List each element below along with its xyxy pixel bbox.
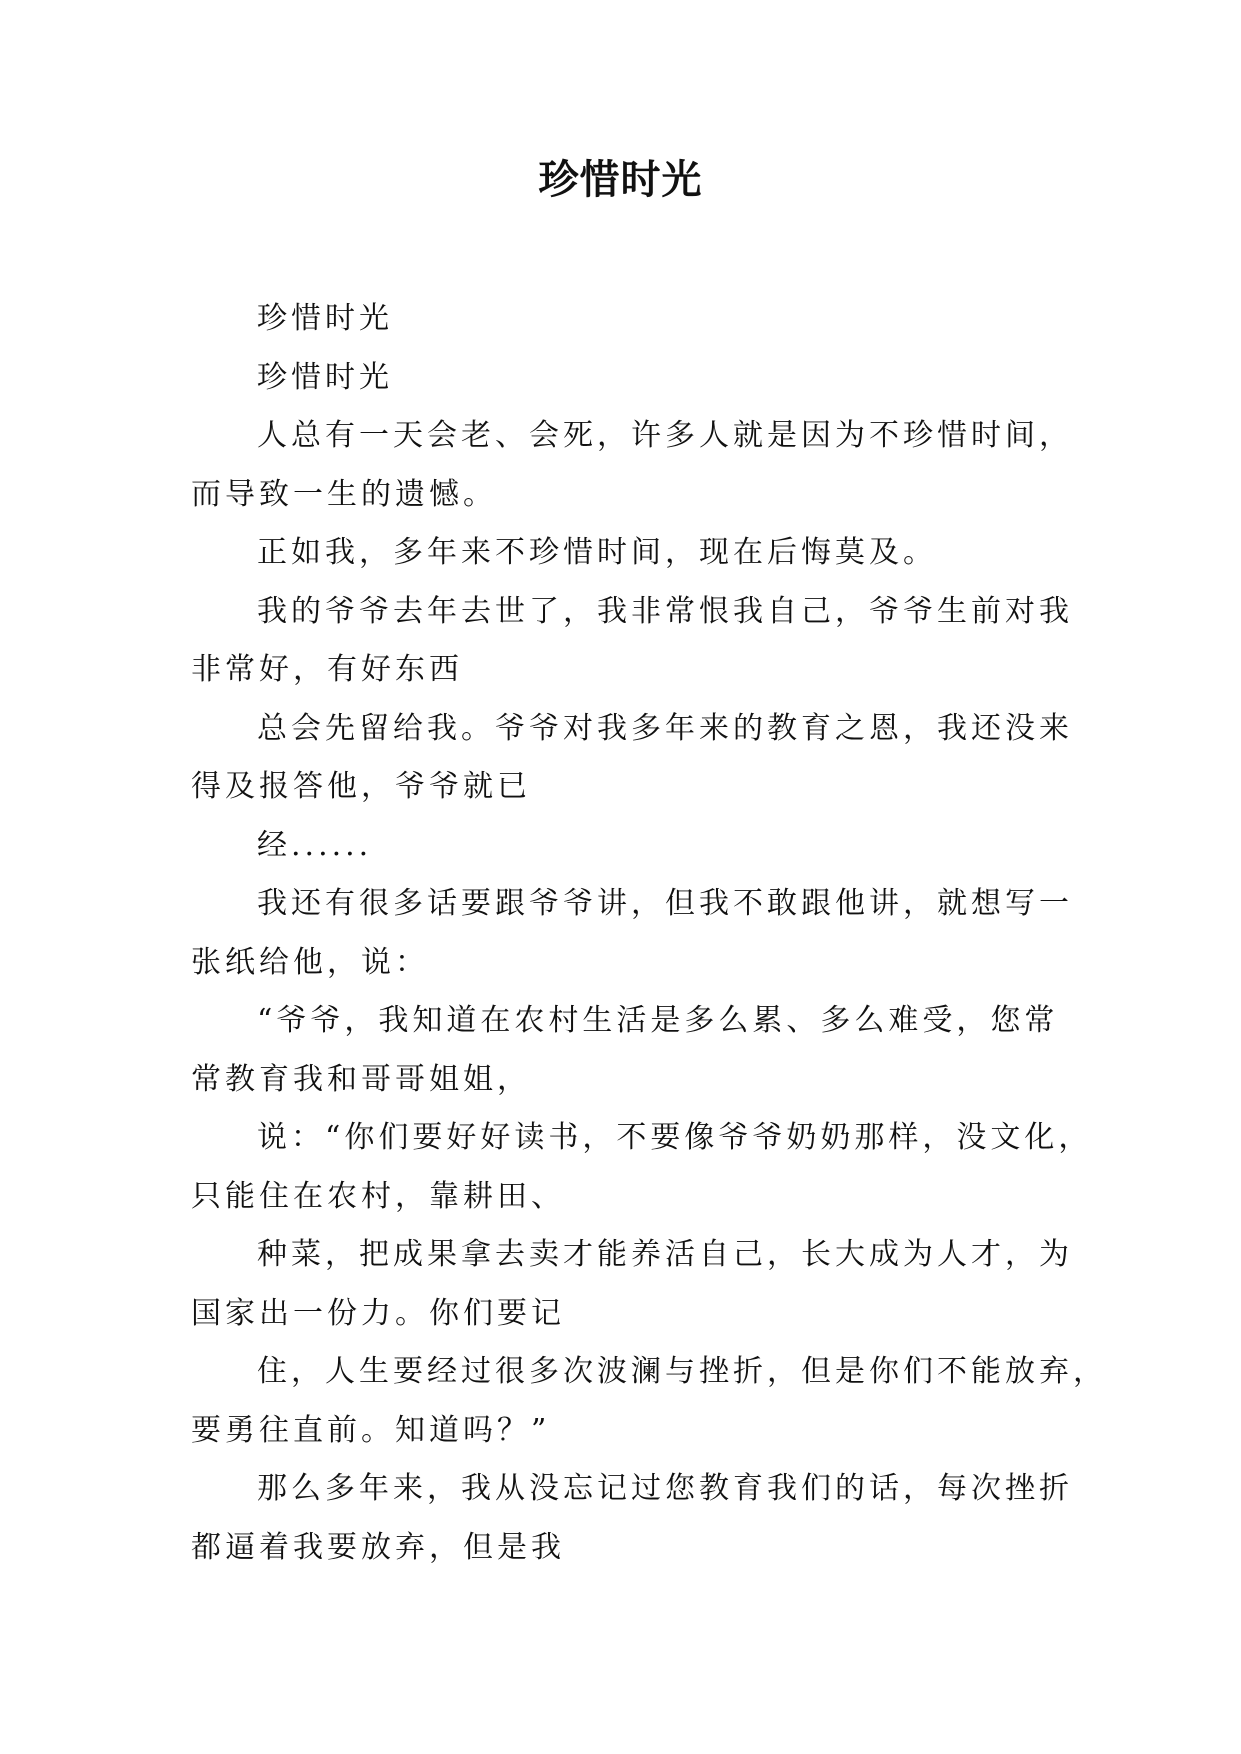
paragraph [191,1460,1071,1577]
paragraph [191,1226,1071,1343]
paragraph [191,1109,1093,1226]
paragraph [191,407,1071,524]
paragraph-line: 珍惜时光 [257,359,393,395]
paragraph-line: 种菜，把成果拿去卖才能养活自己，长大成为人才，为 [257,1237,1073,1272]
paragraph-line: 我还有很多话要跟爷爷讲，但我不敢跟他讲，就想写一 [257,886,1073,921]
paragraph [191,1343,1107,1460]
paragraph [191,875,1071,992]
paragraph-line: 人总有一天会老、会死，许多人就是因为不珍惜时间， [257,418,1073,453]
paragraph-line: 而导致一生的遗憾。 [191,476,497,512]
paragraph-line: 都逼着我要放弃，但是我 [191,1529,565,1565]
paragraph-line: 国家出一份力。你们要记 [191,1295,565,1331]
paragraph [191,349,1071,408]
paragraph [191,524,1071,583]
paragraph-line: 只能住在农村，靠耕田、 [191,1178,565,1214]
paragraph [191,290,1071,349]
paragraph-line: 张纸给他，说： [191,944,429,980]
paragraph [191,700,1071,817]
paragraph-line: 得及报答他，爷爷就已 [191,769,531,804]
paragraph-line: 非常好，有好东西 [191,652,463,687]
paragraph-line: 我的爷爷去年去世了，我非常恨我自己，爷爷生前对我 [257,593,1073,629]
paragraph-line: 总会先留给我。爷爷对我多年来的教育之恩，我还没来 [257,710,1073,746]
paragraph-line: 经...... [257,827,373,863]
paragraph-line: 那么多年来，我从没忘记过您教育我们的话，每次挫折 [257,1471,1073,1506]
paragraph-line: 常教育我和哥哥姐姐， [191,1061,531,1097]
paragraph-line: 住，人生要经过很多次波澜与挫折，但是你们不能放弃， [257,1354,1107,1389]
paragraph [191,583,1071,700]
paragraph [191,817,1071,876]
paragraph-line: 珍惜时光 [257,301,393,336]
document-title: 珍惜时光 [538,157,703,203]
paragraph [191,992,1071,1109]
paragraph-line: 要勇往直前。知道吗？” [191,1412,551,1448]
document-body [191,290,1107,1577]
paragraph-line: 说：“你们要好好读书，不要像爷爷奶奶那样，没文化， [257,1120,1093,1155]
paragraph-line: “爷爷，我知道在农村生活是多么累、多么难受，您常 [257,1003,1059,1038]
paragraph-line: 正如我，多年来不珍惜时间，现在后悔莫及。 [257,535,937,570]
